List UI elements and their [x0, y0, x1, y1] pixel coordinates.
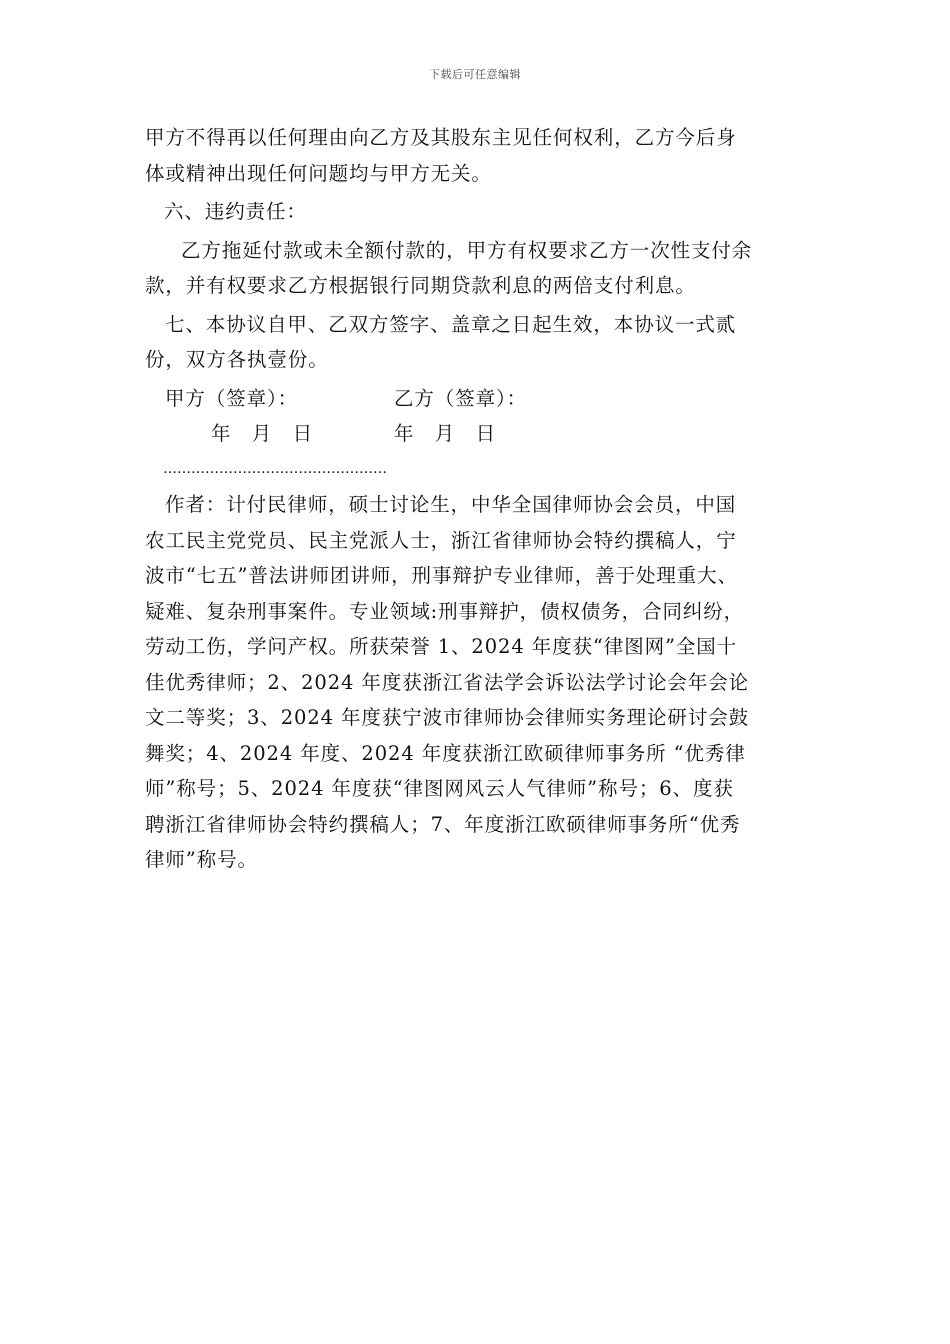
text-line: 文二等奖；3、2024 年度获宁波市律师协会律师实务理论研讨会鼓 [145, 706, 750, 729]
paragraph-effective-clause [145, 307, 817, 378]
party-a-signature-label: 甲方（签章）： [165, 386, 299, 410]
text-line: 波市“七五”普法讲师团讲师，刑事辩护专业律师，善于处理重大、 [145, 564, 738, 587]
text-line: 律师”称号。 [145, 848, 258, 871]
document-body [145, 120, 817, 878]
text-line: 乙方拖延付款或未全额付款的，甲方有权要求乙方一次性支付余 [181, 238, 753, 262]
page-header-note: 下载后可任意编辑 [429, 68, 521, 81]
text-line: 体或精神出现任何问题均与甲方无关。 [145, 161, 492, 185]
text-line: 疑难、复杂刑事案件。专业领域:刑事辩护，债权债务，合同纠纷， [145, 599, 745, 623]
party-b-date: 年 月 日 [394, 422, 497, 445]
paragraph-breach-liability [145, 233, 817, 304]
text-line: 作者：计付民律师，硕士讨论生，中华全国律师协会会员，中国 [165, 493, 737, 516]
date-row [145, 416, 817, 452]
party-a-date: 年 月 日 [211, 422, 314, 445]
section-title-breach: 六、违约责任： [164, 200, 307, 223]
text-line: 款，并有权要求乙方根据银行同期贷款利息的两倍支付利息。 [145, 274, 696, 297]
signature-row [145, 381, 817, 417]
text-line: 份，双方各执壹份。 [145, 348, 329, 371]
text-line: 劳动工伤，学问产权。所获荣誉 1、2024 年度获“律图网”全国十 [145, 635, 738, 658]
text-line: 聘浙江省律师协会特约撰稿人；7、年度浙江欧硕律师事务所“优秀 [145, 812, 741, 836]
party-b-signature-label: 乙方（签章）： [394, 386, 528, 410]
paragraph-waiver [145, 120, 817, 191]
separator-dots: ………………………………………… [163, 460, 387, 477]
text-line: 甲方不得再以任何理由向乙方及其股东主见任何权利，乙方今后身 [145, 126, 737, 149]
text-line: 佳优秀律师；2、2024 年度获浙江省法学会诉讼法学讨论会年会论 [145, 670, 750, 694]
text-line: 七、本协议自甲、乙双方签字、盖章之日起生效，本协议一式贰 [165, 312, 737, 336]
text-line: 舞奖；4、2024 年度、2024 年度获浙江欧硕律师事务所 “优秀律 [145, 741, 746, 765]
author-bio [145, 487, 817, 878]
text-line: 师”称号；5、2024 年度获“律图网风云人气律师”称号；6、度获 [145, 777, 734, 800]
text-line: 农工民主党党员、民主党派人士，浙江省律师协会特约撰稿人，宁 [145, 528, 737, 552]
